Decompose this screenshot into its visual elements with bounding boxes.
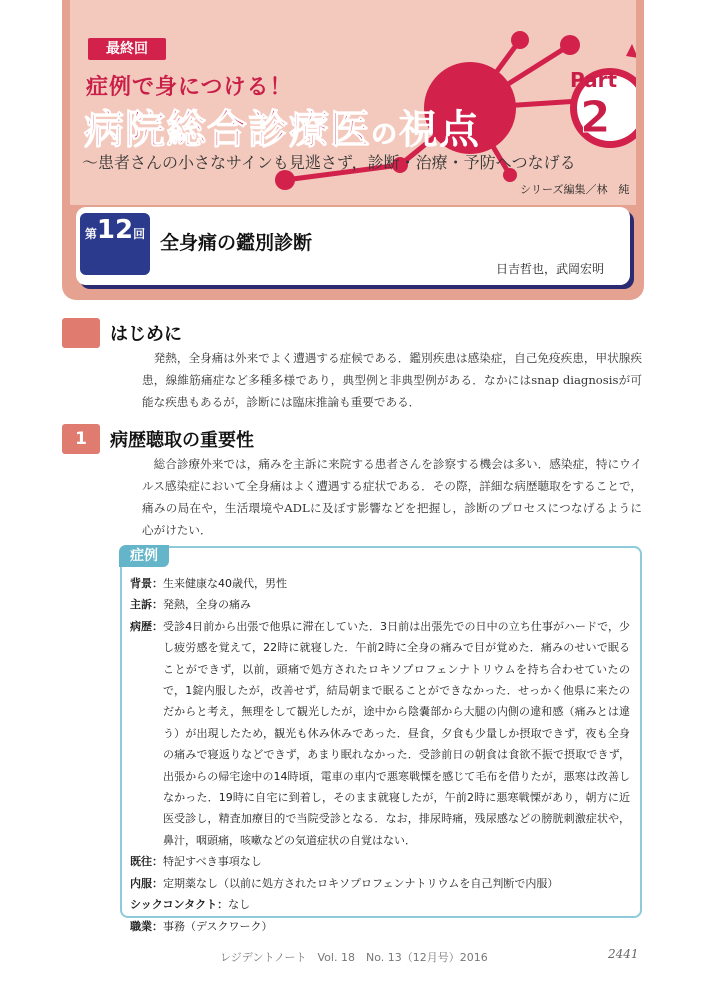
case-key: 病歴 xyxy=(130,619,152,633)
article-title: 全身痛の鑑別診断 xyxy=(160,232,313,254)
case-value: 定期薬なし（以前に処方されたロキソプロフェンナトリウムを自己判断で内服） xyxy=(163,876,559,890)
case-row: 主訴 ： 発熱，全身の痛み xyxy=(130,594,630,615)
case-value: なし xyxy=(228,898,251,912)
final-installment-badge: 最終回 xyxy=(88,38,166,60)
series-title-b: 視点 xyxy=(398,107,481,153)
installment-suffix: 回 xyxy=(133,227,146,241)
section-text-1: 総合診療外来では，痛みを主訴に来院する患者さんを診察する機会は多い．感染症，特にウイルス感染症において全身痛はよく遭遇する症状である．その際，詳細な病歴聴取をすることで，痛みの局在や，生活環境やADLに及ぼす影響などを把握し，診断のプロセスにつなげるように心がけたい． xyxy=(142,457,642,537)
case-row: シックコンタクト ： なし xyxy=(130,894,630,915)
case-value: 特記すべき事項なし xyxy=(163,855,262,869)
journal-footer: レジデントノート Vol. 18 No. 13（12月号）2016 xyxy=(220,951,488,964)
series-title-a: 病院総合診療医 xyxy=(84,107,371,153)
case-row: 既往 ： 特記すべき事項なし xyxy=(130,851,630,872)
case-key: 職業 xyxy=(130,919,152,933)
case-label: 症例 xyxy=(119,545,169,567)
section-text-intro: 発熱，全身痛は外来でよく遭遇する症候である．鑑別疾患は感染症，自己免疫疾患，甲状腺疾患，線維筋痛症など多種多様であり，典型例と非典型例がある．なかにはsnap diagnosisが可能な疾患もあるが，診断には臨床推論も重要である． xyxy=(142,351,642,409)
case-row: 内服 ： 定期薬なし（以前に処方されたロキソプロフェンナトリウムを自己判断で内服） xyxy=(130,873,630,894)
series-title-no: の xyxy=(371,120,399,150)
series-subtitle: ～患者さんの小さなサインも見逃さず，診断・治療・予防へつなげる xyxy=(82,153,576,172)
case-value: 生来健康な40歳代，男性 xyxy=(163,577,287,590)
section-marker-1: 1 xyxy=(62,424,100,454)
case-key: 主訴 xyxy=(130,598,152,612)
series-catchphrase: 症例で身につける！ xyxy=(86,75,293,100)
article-authors: 日吉哲也，武岡宏明 xyxy=(496,262,605,276)
installment-number xyxy=(80,215,150,245)
section-marker-intro xyxy=(62,318,100,348)
case-key: 内服 xyxy=(130,876,152,890)
case-row: 病歴 ： 受診4日前から出張で他県に滞在していた．3日前は出張先での日中の立ち仕事がハードで，少し疲労感を覚えて，22時に就寝した．午前2時に全身の痛みで目が覚めた．痛みのせいで眠ることができず，以前，頭痛で処方されたロキソプロフェンナトリウムを持ち合わせていたので，1錠内服したが，改善せず，結局朝まで眠ることができなかった．せっかく他県に来たのだからと考え，無理をして観光したが，途中から陰嚢部から大腿の内側の違和感（痛みとは違う）が出現したため，観光も休み休みであった．昼食，夕食も少量しか摂取できず，夜も全身の痛みで寝返りなどできず，あまり眠れなかった．受診前日の朝食は食欲不振で摂取できず，出張からの帰宅途中の14時頃，電車の車内で悪寒戦慄を感じて毛布を借りたが，悪寒は改善しなかった．19時に自宅に到着し，そのまま就寝したが，午前2時に悪寒戦慄があり，朝方に近医受診し，精査加療目的で当院受診となる．なお，排尿時痛，残尿感などの膀胱刺激症状や，鼻汁，咽頭痛，咳嗽などの気道症状の自覚はない． xyxy=(130,616,630,851)
case-value: 事務（デスクワーク） xyxy=(163,919,273,933)
section-title-intro: はじめに xyxy=(110,324,182,345)
page-number: 2441 xyxy=(608,947,639,961)
series-title xyxy=(84,98,480,155)
installment-prefix: 第 xyxy=(84,227,97,241)
installment-value: 12 xyxy=(96,215,134,245)
case-body xyxy=(130,573,630,937)
series-editor: シリーズ編集／林 純 xyxy=(520,183,630,196)
part-label: Part xyxy=(570,68,618,92)
case-row: 職業 ： 事務（デスクワーク） xyxy=(130,916,630,937)
case-key: シックコンタクト xyxy=(130,898,218,912)
case-key: 背景 xyxy=(130,577,152,590)
case-value: 発熱，全身の痛み xyxy=(163,598,251,612)
part-number: 2 xyxy=(580,92,611,143)
section-title-1: 病歴聴取の重要性 xyxy=(110,430,254,451)
case-row: 背景 ： 生来健康な40歳代，男性 xyxy=(130,573,630,594)
case-value: 受診4日前から出張で他県に滞在していた．3日前は出張先での日中の立ち仕事がハードで，少し疲労感を覚えて，22時に就寝した．午前2時に全身の痛みで目が覚めた．痛みのせいで眠ることができず，以前，頭痛で処方されたロキソプロフェンナトリウムを持ち合わせていたので，1錠内服したが，改善せず，結局朝まで眠ることができなかった．せっかく他県に来たのだからと考え，無理をして観光したが，途中から陰嚢部から大腿の内側の違和感（痛みとは違う）が出現したため，観光も休み休みであった．昼食，夕食も少量しか摂取できず，夜も全身の痛みで寝返りなどできず，あまり眠れなかった．受診前日の朝食は食欲不振で摂取できず，出張からの帰宅途中の14時頃，電車の車内で悪寒戦慄を感じて毛布を借りたが，悪寒は改善しなかった．19時に自宅に到着し，そのまま就寝したが，午前2時に悪寒戦慄があり，朝方に近医受診し，精査加療目的で当院受診となる．なお，排尿時痛，残尿感などの膀胱刺激症状や，鼻汁，咽頭痛，咳嗽などの気道症状の自覚はない． xyxy=(163,619,630,847)
case-key: 既往 xyxy=(130,855,152,869)
